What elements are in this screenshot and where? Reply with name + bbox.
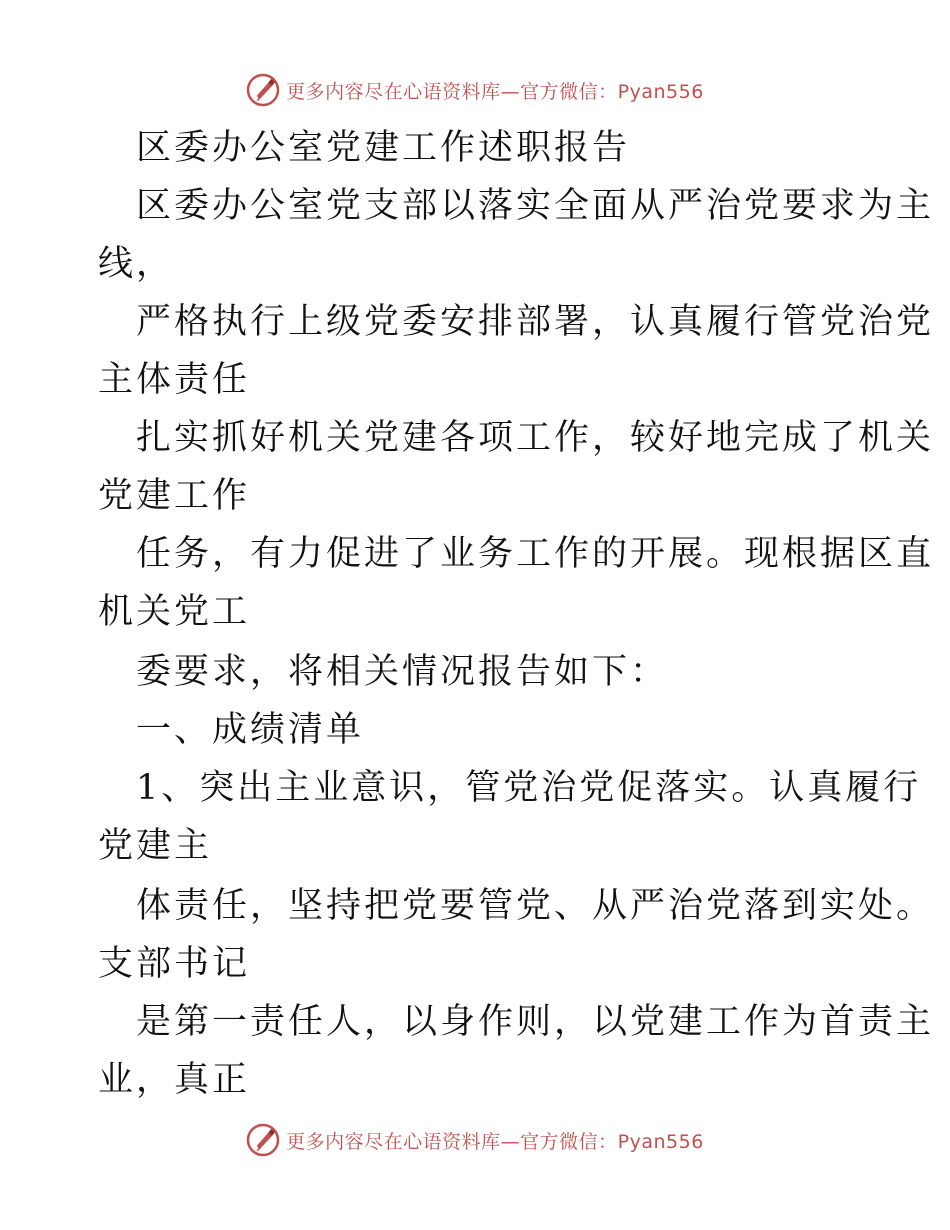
paragraph-line: 委要求，将相关情况报告如下：	[136, 652, 669, 692]
watermark-text: 更多内容尽在心语资料库—官方微信：Pyan556	[286, 1130, 704, 1153]
footer-watermark-banner	[0, 1120, 950, 1160]
paragraph-line: 主体责任	[98, 360, 251, 400]
paragraph-line: 支部书记	[98, 944, 251, 984]
paragraph-line: 体责任，坚持把党要管党、从严治党落到实处。	[136, 886, 935, 926]
section-heading: 一、成绩清单	[136, 710, 365, 750]
paragraph-line: 扎实抓好机关党建各项工作，较好地完成了机关	[136, 418, 935, 458]
paragraph-line: 任务，有力促进了业务工作的开展。现根据区直	[136, 534, 935, 574]
watermark-text: 更多内容尽在心语资料库—官方微信：Pyan556	[286, 80, 704, 103]
document-title: 区委办公室党建工作述职报告	[136, 128, 631, 168]
paragraph-line: 是第一责任人，以身作则，以党建工作为首责主	[136, 1002, 935, 1042]
paragraph-line: 线，	[98, 244, 175, 284]
paragraph-line: 1、突出主业意识，管党治党促落实。认真履行	[136, 768, 922, 808]
pen-logo-icon	[246, 1123, 280, 1157]
paragraph-line: 党建主	[98, 826, 213, 866]
paragraph-line: 区委办公室党支部以落实全面从严治党要求为主	[136, 186, 935, 226]
paragraph-line: 党建工作	[98, 476, 251, 516]
paragraph-line: 业，真正	[98, 1060, 251, 1100]
paragraph-line: 严格执行上级党委安排部署，认真履行管党治党	[136, 302, 935, 342]
paragraph-line: 机关党工	[98, 592, 251, 632]
